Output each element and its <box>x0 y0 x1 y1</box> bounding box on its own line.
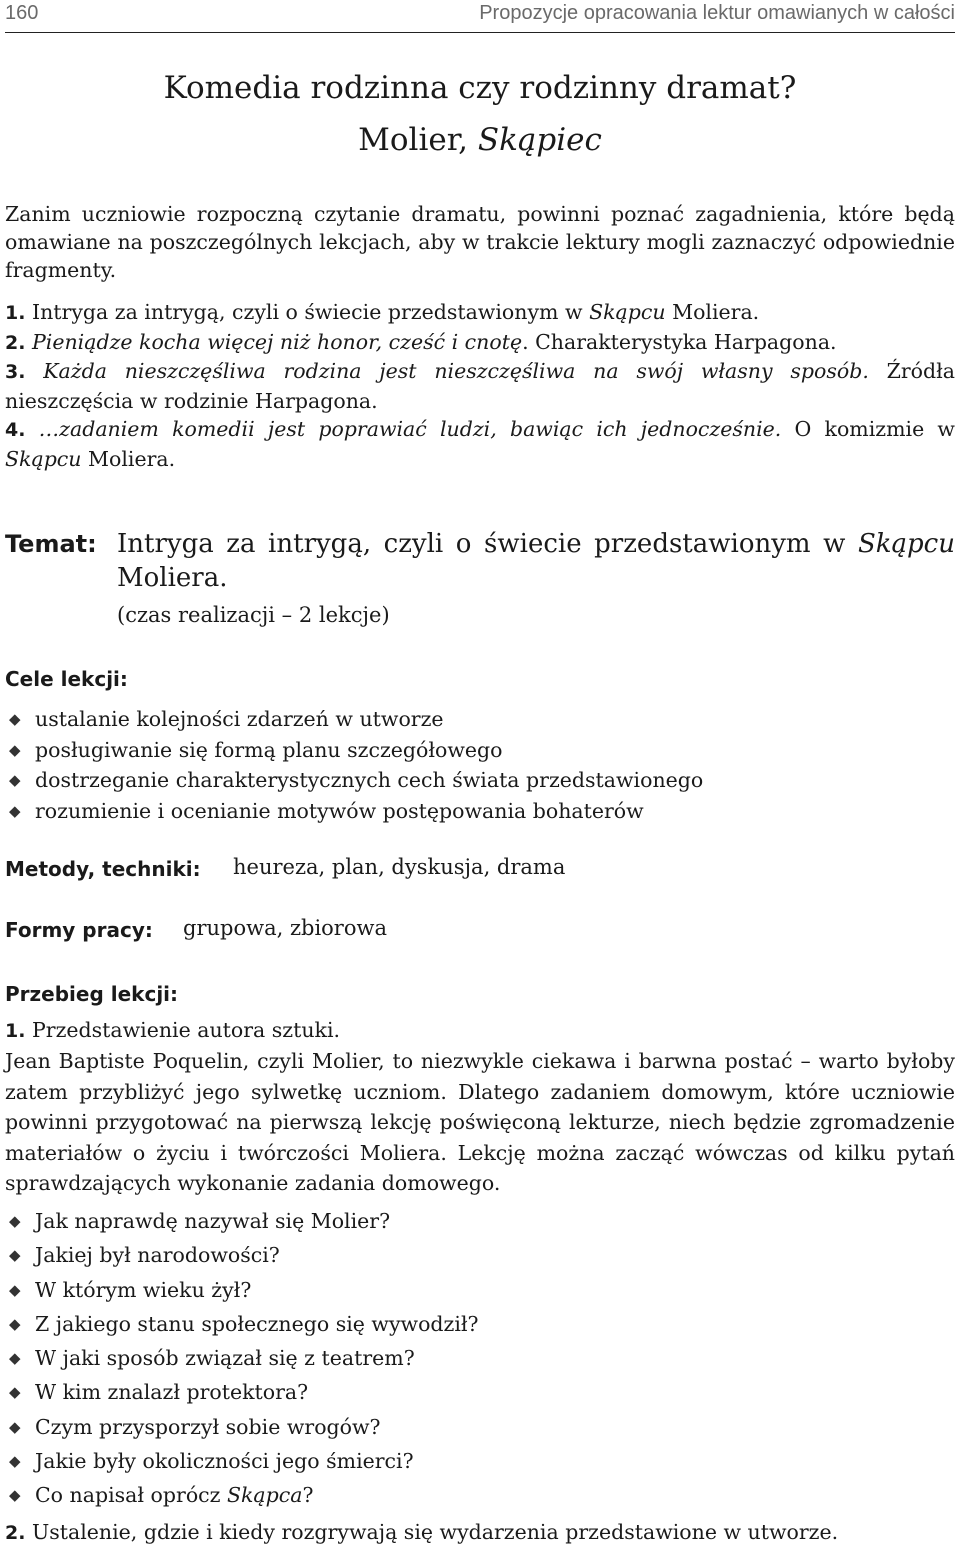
goal-item <box>5 735 955 766</box>
page-header <box>5 0 955 33</box>
topic-number: 4. <box>5 419 26 441</box>
course-step-2: 2. Ustalenie, gdzie i kiedy rozgrywają się wydarzenia przedstawione w utworze. <box>5 1520 839 1544</box>
goals-heading: Cele lekcji: <box>5 667 128 691</box>
title-line-1: Komedia rodzinna czy rodzinny dramat? <box>163 70 797 106</box>
question-text: Jakie były okoliczności jego śmierci? <box>35 1449 414 1474</box>
topics-list <box>5 298 955 473</box>
title-line-2 <box>5 122 955 158</box>
goals-list <box>5 704 955 826</box>
diamond-bullet-icon: ◆ <box>9 771 21 789</box>
lesson-topic-label: Temat: <box>5 530 97 558</box>
diamond-bullet-icon: ◆ <box>9 1417 21 1436</box>
page-number: 160 <box>5 2 39 24</box>
forms-value: grupowa, zbiorowa <box>183 916 387 940</box>
question-text: W którym wieku żył? <box>35 1277 252 1302</box>
question-item <box>5 1238 955 1272</box>
diamond-bullet-icon: ◆ <box>9 1452 21 1471</box>
title-work: Skąpiec <box>477 122 602 158</box>
topic-item <box>5 328 955 358</box>
question-item <box>5 1478 955 1512</box>
question-text: Czym przysporzył sobie wrogów? <box>35 1414 381 1439</box>
goal-text: dostrzeganie charakterystycznych cech świata przedstawionego <box>35 768 704 792</box>
topic-text: Intryga za intrygą, czyli o świecie przedstawionym w <box>31 300 590 324</box>
topic-text: O komizmie w <box>781 417 955 441</box>
diamond-bullet-icon: ◆ <box>9 1314 21 1333</box>
topic-number: 3. <box>5 361 26 383</box>
lesson-duration: (czas realizacji – 2 lekcje) <box>117 603 390 627</box>
questions-list <box>5 1204 955 1513</box>
topic-text-italic: Skąpcu <box>5 446 82 471</box>
question-item <box>5 1375 955 1409</box>
running-title: Propozycje opracowania lektur omawianych w całości <box>479 2 955 24</box>
methods-label: Metody, techniki: <box>5 857 201 881</box>
diamond-bullet-icon: ◆ <box>9 1280 21 1299</box>
diamond-bullet-icon: ◆ <box>9 1246 21 1265</box>
diamond-bullet-icon: ◆ <box>9 1349 21 1368</box>
forms-label: Formy pracy: <box>5 918 153 942</box>
question-text: Co napisał oprócz <box>35 1483 227 1508</box>
topic-text: Źródła nieszczęścia w rodzinie Harpagona. <box>5 359 955 413</box>
topic-text-italic: …zadaniem komedii jest poprawiać ludzi, bawiąc ich jednocześnie. <box>38 417 782 441</box>
topic-item <box>5 298 955 328</box>
question-text: Z jakiego stanu społecznego się wywodził? <box>35 1311 479 1336</box>
goal-text: ustalanie kolejności zdarzeń w utworze <box>35 707 444 731</box>
goal-item <box>5 796 955 827</box>
diamond-bullet-icon: ◆ <box>9 710 21 728</box>
question-text: W jaki sposób związał się z teatrem? <box>35 1346 415 1371</box>
topic-text-italic: Pieniądze kocha więcej niż honor, cześć i cnotę <box>31 329 523 354</box>
question-text: Jak naprawdę nazywał się Molier? <box>35 1209 391 1233</box>
goal-text: rozumienie i ocenianie motywów postępowania bohaterów <box>35 798 644 823</box>
intro-paragraph: Zanim uczniowie rozpoczną czytanie dramatu, powinni poznać zagadnienia, które będą omawiane na poszczególnych lekcjach, aby w trakcie lektury mogli zaznaczyć odpowiednie fragmenty. <box>5 202 955 282</box>
topic-text: Moliera. <box>665 300 760 324</box>
topic-text-italic: Każda nieszczęśliwa rodzina jest nieszczęśliwa na swój własny sposób. <box>43 359 869 383</box>
topic-text-italic: Skąpcu <box>589 300 666 324</box>
course-heading: Przebieg lekcji: <box>5 982 179 1006</box>
question-item <box>5 1341 955 1375</box>
question-text-italic: Skąpca <box>226 1483 303 1508</box>
diamond-bullet-icon: ◆ <box>9 1212 21 1230</box>
diamond-bullet-icon: ◆ <box>9 1486 21 1505</box>
question-item <box>5 1273 955 1307</box>
goal-item <box>5 765 955 796</box>
topic-text: . Charakterystyka Harpagona. <box>522 329 837 354</box>
topic-number: 2. <box>5 331 26 354</box>
title-author: Molier, <box>358 122 478 158</box>
topic-number: 1. <box>5 302 26 324</box>
question-item <box>5 1444 955 1478</box>
lesson-topic-text: Intryga za intrygą, czyli o świecie przedstawionym w Skąpcu Moliera. <box>117 529 955 593</box>
question-item <box>5 1307 955 1341</box>
goal-text: posługiwanie się formą planu szczegółowego <box>35 737 503 762</box>
diamond-bullet-icon: ◆ <box>9 801 21 820</box>
question-text: Jakiej był narodowości? <box>35 1243 280 1268</box>
goal-item <box>5 704 955 735</box>
question-text: W kim znalazł protektora? <box>35 1380 309 1405</box>
question-text-end: ? <box>302 1483 314 1508</box>
diamond-bullet-icon: ◆ <box>9 1383 21 1402</box>
methods-value: heureza, plan, dyskusja, drama <box>233 855 566 879</box>
question-item <box>5 1410 955 1444</box>
topic-item <box>5 415 955 473</box>
topic-item <box>5 357 955 415</box>
topic-text: Moliera. <box>81 446 176 471</box>
diamond-bullet-icon: ◆ <box>9 740 21 759</box>
course-step-1: 1. Przedstawienie autora sztuki. <box>5 1018 341 1042</box>
course-paragraph: Jean Baptiste Poquelin, czyli Molier, to niezwykle ciekawa i barwna postać – warto byłoby zatem przybliżyć jego sylwetkę uczniom. Dlatego zadaniem domowym, które uczniowie powinni przygotować na pierwszą lekcję poświęconą lekturze, niech będzie zgromadzenie materiałów o życiu i twórczości Moliera. Lekcję można zacząć wówczas od kilku pytań sprawdzających wykonanie zadania domowego. <box>5 1049 955 1195</box>
question-item <box>5 1204 955 1238</box>
